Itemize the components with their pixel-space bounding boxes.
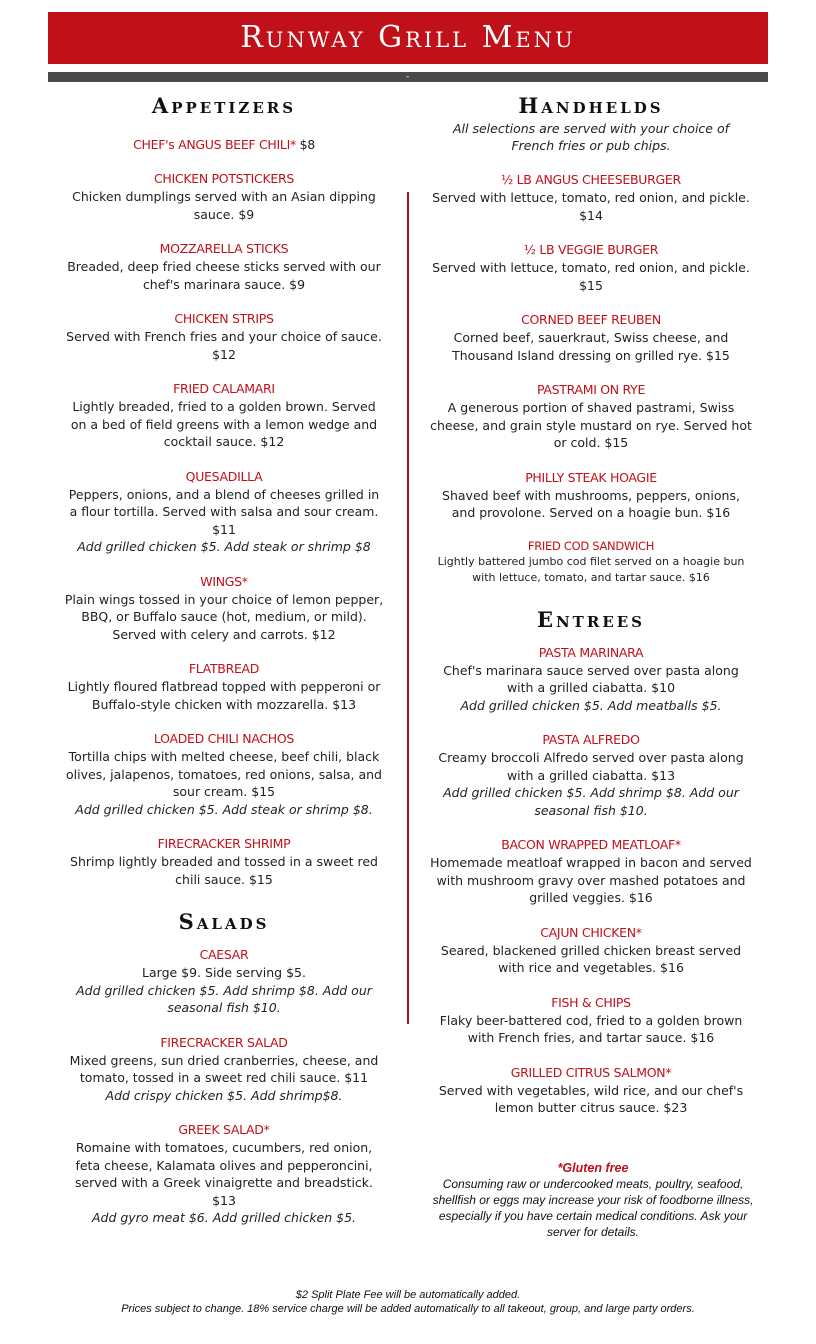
menu-item	[64, 660, 384, 713]
item-description: Lightly breaded, fried to a golden brown. Served on a bed of field greens with a lemon wedge and cocktail sauce. $12	[70, 399, 378, 449]
item-description: Served with French fries and your choice of sauce. $12	[66, 329, 382, 362]
item-addon-note: Add gyro meat $6. Add grilled chicken $5.	[91, 1210, 357, 1225]
menu-item	[64, 468, 384, 556]
item-description: Breaded, deep fried cheese sticks served with our chef's marinara sauce. $9	[67, 259, 381, 292]
item-description: Served with vegetables, wild rice, and our chef's lemon butter citrus sauce. $23	[438, 1082, 744, 1115]
item-name: CHICKEN STRIPS	[174, 311, 274, 326]
gluten-free-title: *Gluten free	[557, 1161, 629, 1175]
footer-split-fee: $2 Split Plate Fee will be automatically added.	[295, 1289, 521, 1301]
item-name: LOADED CHILI NACHOS	[153, 731, 295, 746]
item-addon-note: Add grilled chicken $5. Add shrimp $8. Add our seasonal fish $10.	[443, 785, 739, 818]
menu-item	[64, 170, 384, 223]
menu-item	[64, 730, 384, 818]
item-name	[64, 136, 384, 154]
item-name-text: CHEF's ANGUS BEEF CHILI*	[133, 137, 296, 152]
item-description: Shaved beef with mushrooms, peppers, onions, and provolone. Served on a hoagie bun. $16	[442, 487, 740, 520]
appetizers-heading: Appetizers	[151, 93, 297, 118]
menu-item	[430, 311, 752, 364]
footer-prices-note: Prices subject to change. 18% service charge will be added automatically to all takeout, group, and large party orders.	[121, 1303, 695, 1315]
menu-title: Runway Grill Menu	[240, 20, 576, 55]
item-name: CAJUN CHICKEN*	[540, 924, 642, 940]
salads-heading: Salads	[178, 909, 270, 934]
item-name: FIRECRACKER SHRIMP	[157, 836, 291, 851]
menu-item	[430, 731, 752, 819]
menu-item	[430, 241, 752, 294]
item-description: Flaky beer-battered cod, fried to a golden brown with French fries, and tartar sauce. $16	[439, 1012, 743, 1045]
item-name: GRILLED CITRUS SALMON*	[510, 1064, 672, 1080]
menu-item	[430, 836, 752, 907]
item-description: Shrimp lightly breaded and tossed in a sweet red chili sauce. $15	[70, 854, 378, 887]
item-description: Served with lettuce, tomato, red onion, and pickle. $14	[432, 190, 750, 223]
item-description: Peppers, onions, and a blend of cheeses grilled in a flour tortilla. Served with salsa and sour cream. $11	[68, 486, 380, 537]
item-description: Homemade meatloaf wrapped in bacon and served with mushroom gravy over mashed potatoes and grilled veggies. $16	[430, 855, 752, 905]
menu-item	[64, 573, 384, 644]
menu-item	[430, 924, 752, 977]
column-divider	[407, 192, 409, 1024]
item-addon-note: Add grilled chicken $5. Add steak or shrimp $8.	[75, 801, 373, 817]
item-name: ½ LB VEGGIE BURGER	[523, 242, 659, 257]
menu-item	[430, 381, 752, 452]
item-name: BACON WRAPPED MEATLOAF*	[501, 837, 681, 852]
item-description: A generous portion of shaved pastrami, Swiss cheese, and grain style mustard on rye. Served hot or cold. $15	[430, 400, 752, 450]
item-description: Large $9. Side serving $5.	[142, 965, 306, 980]
item-name: PASTA ALFREDO	[542, 732, 640, 747]
menu-item	[64, 136, 384, 154]
item-name: CAESAR	[199, 947, 249, 962]
item-name: PHILLY STEAK HOAGIE	[525, 469, 657, 485]
menu-item	[64, 835, 384, 888]
menu-item	[64, 380, 384, 451]
item-name: FLATBREAD	[188, 661, 260, 676]
menu-item	[430, 171, 752, 224]
menu-item	[64, 240, 384, 293]
left-column	[64, 92, 384, 1227]
gluten-free-notice	[432, 1160, 754, 1240]
item-description: Seared, blackened grilled chicken breast served with rice and vegetables. $16	[440, 942, 742, 975]
item-description: Chicken dumplings served with an Asian dipping sauce. $9	[72, 189, 376, 222]
menu-item	[430, 1064, 752, 1117]
item-name: GREEK SALAD*	[178, 1122, 270, 1137]
menu-item	[64, 1121, 384, 1227]
item-description: Mixed greens, sun dried cranberries, cheese, and tomato, tossed in a sweet red chili sauce. $11	[69, 1052, 379, 1085]
item-name: FRIED COD SANDWICH	[527, 538, 655, 553]
entrees-heading: Entrees	[536, 606, 646, 632]
item-description: Creamy broccoli Alfredo served over pasta along with a grilled ciabatta. $13	[438, 750, 744, 783]
item-description: Plain wings tossed in your choice of lemon pepper, BBQ, or Buffalo sauce (hot, medium, or mild). Served with celery and carrots. $12	[64, 591, 384, 642]
item-name: QUESADILLA	[185, 468, 263, 484]
item-name: FRIED CALAMARI	[173, 381, 275, 396]
menu-item	[430, 644, 752, 715]
food-safety-warning: Consuming raw or undercooked meats, poultry, seafood, shellfish or eggs may increase your risk of foodborne illness, especially if you have certain medical conditions. Ask your server for details.	[432, 1177, 754, 1239]
item-name: FISH & CHIPS	[551, 994, 631, 1010]
menu-item	[430, 994, 752, 1047]
menu-item	[64, 946, 384, 1017]
item-name: ½ LB ANGUS CHEESEBURGER	[501, 172, 681, 187]
item-description: Served with lettuce, tomato, red onion, and pickle. $15	[432, 260, 750, 293]
item-addon-note: Add grilled chicken $5. Add steak or shrimp $8	[77, 539, 371, 554]
item-addon-note: Add crispy chicken $5. Add shrimp$8.	[105, 1087, 343, 1103]
divider-mark: -	[406, 72, 410, 82]
item-name: MOZZARELLA STICKS	[159, 241, 289, 256]
item-description: Chef's marinara sauce served over pasta along with a grilled ciabatta. $10	[443, 662, 739, 695]
menu-item	[64, 310, 384, 363]
item-price: $8	[295, 137, 315, 152]
item-description: Lightly battered jumbo cod filet served on a hoagie bun with lettuce, tomato, and tartar sauce. $16	[437, 554, 745, 584]
menu-item	[430, 469, 752, 522]
menu-item	[430, 539, 752, 586]
menu-item	[64, 1034, 384, 1105]
item-name: WINGS*	[200, 573, 248, 589]
item-description: Corned beef, sauerkraut, Swiss cheese, and Thousand Island dressing on grilled rye. $15	[452, 330, 730, 363]
item-name: CHICKEN POTSTICKERS	[154, 171, 294, 186]
item-description: Romaine with tomatoes, cucumbers, red onion, feta cheese, Kalamata olives and pepperoncini, served with a Greek vinaigrette and breadstick. $13	[74, 1140, 374, 1208]
item-addon-note: Add grilled chicken $5. Add shrimp $8. Add our seasonal fish $10.	[76, 982, 372, 1015]
title-banner	[48, 12, 768, 64]
item-name: PASTRAMI ON RYE	[536, 382, 646, 397]
item-name: PASTA MARINARA	[538, 644, 644, 660]
item-name: FIRECRACKER SALAD	[160, 1034, 288, 1050]
item-addon-note: Add grilled chicken $5. Add meatballs $5.	[460, 697, 722, 713]
item-description: Tortilla chips with melted cheese, beef chili, black olives, jalapenos, tomatoes, red onions, salsa, and sour cream. $15	[66, 749, 382, 799]
right-column	[430, 92, 752, 1117]
header-divider-bar	[48, 72, 768, 82]
item-description: Lightly floured flatbread topped with pepperoni or Buffalo-style chicken with mozzarella. $13	[67, 679, 381, 712]
item-name: CORNED BEEF REUBEN	[521, 312, 661, 327]
handhelds-note: All selections are served with your choice of French fries or pub chips.	[452, 121, 729, 153]
handhelds-heading: Handhelds	[518, 93, 664, 118]
